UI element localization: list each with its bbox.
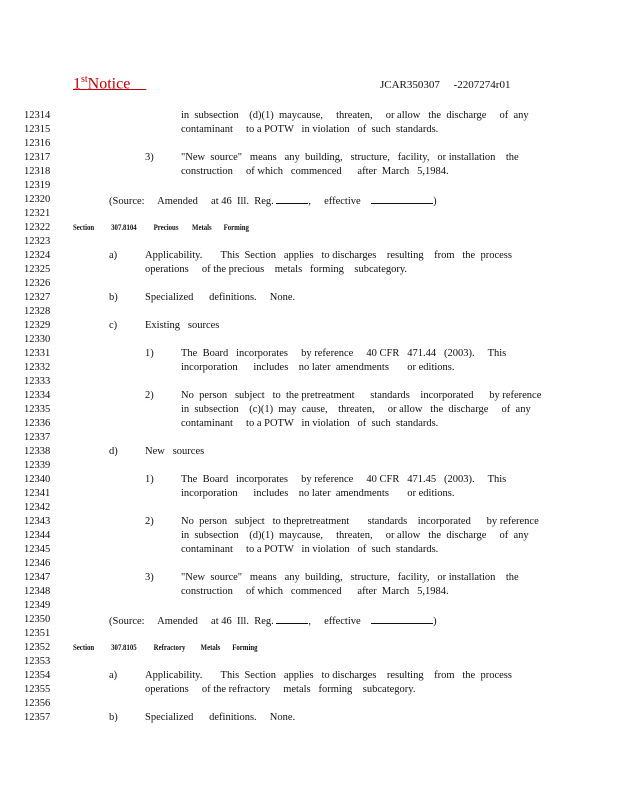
item-letter: b) (109, 712, 118, 723)
paragraph-line: construction of which commenced after March 5,1984. (181, 166, 449, 177)
paragraph-line: Specialized definitions. None. (145, 292, 296, 303)
item-number: 2) (145, 390, 154, 401)
item-letter: a) (109, 670, 118, 681)
line-number: 12356 (24, 698, 51, 709)
paragraph-line: No person subject to thepretreatment standards incorporated by reference (181, 516, 539, 527)
source-note: (Source: Amended at 46 Ill. Reg. , effective ) (109, 193, 437, 209)
paragraph-line: operations of the precious metals forming subcategory. (145, 264, 408, 275)
item-letter: a) (109, 250, 118, 261)
line-number: 12353 (24, 656, 51, 667)
line-number: 12335 (24, 404, 51, 415)
line-number: 12331 (24, 348, 51, 359)
item-letter: b) (109, 292, 118, 303)
line-number: 12344 (24, 530, 51, 541)
paragraph-line: contaminant to a POTW in violation of such standards. (181, 124, 439, 135)
paragraph-line: contaminant to a POTW in violation of such standards. (181, 544, 439, 555)
line-number: 12345 (24, 544, 51, 555)
line-number: 12336 (24, 418, 51, 429)
line-number: 12329 (24, 320, 51, 331)
paragraph-line: in subsection (c)(1) may cause, threaten, or allow the discharge of any (181, 404, 531, 415)
paragraph-line: The Board incorporates by reference 40 CFR 471.44 (2003). This (181, 348, 507, 359)
item-letter: d) (109, 446, 118, 457)
paragraph-line: in subsection (d)(1) maycause, threaten, or allow the discharge of any (181, 530, 529, 541)
item-number: 1) (145, 348, 154, 359)
line-number: 12314 (24, 110, 51, 121)
notice-heading: 1stNotice (73, 74, 131, 93)
line-number: 12355 (24, 684, 51, 695)
document-id: JCAR350307 -2207274r01 (380, 79, 511, 91)
section-heading: Section 307.8105 Refractory Metals Forming (73, 643, 258, 652)
line-number: 12348 (24, 586, 51, 597)
line-number: 12332 (24, 362, 51, 373)
line-number: 12343 (24, 516, 51, 527)
line-number: 12327 (24, 292, 51, 303)
line-number: 12318 (24, 166, 51, 177)
line-number: 12337 (24, 432, 51, 443)
line-number: 12322 (24, 222, 51, 233)
effective-blank (371, 193, 433, 204)
paragraph-line: The Board incorporates by reference 40 CFR 471.45 (2003). This (181, 474, 507, 485)
line-number: 12324 (24, 250, 51, 261)
paragraph-line: incorporation includes no later amendments or editions. (181, 488, 455, 499)
line-number: 12339 (24, 460, 51, 471)
paragraph-line: in subsection (d)(1) maycause, threaten, or allow the discharge of any (181, 110, 529, 121)
item-number: 2) (145, 516, 154, 527)
line-number: 12352 (24, 642, 51, 653)
reg-blank (276, 613, 308, 624)
paragraph-line: construction of which commenced after March 5,1984. (181, 586, 449, 597)
line-number: 12354 (24, 670, 51, 681)
paragraph-line: Applicability. This Section applies to discharges resulting from the process (145, 250, 512, 261)
line-number: 12351 (24, 628, 51, 639)
item-number: 3) (145, 152, 154, 163)
line-number: 12316 (24, 138, 51, 149)
paragraph-line: Applicability. This Section applies to discharges resulting from the process (145, 670, 512, 681)
effective-blank (371, 613, 433, 624)
reg-blank (276, 193, 308, 204)
section-heading: Section 307.8104 Precious Metals Forming (73, 223, 249, 232)
paragraph-line: operations of the refractory metals forming subcategory. (145, 684, 416, 695)
source-note: (Source: Amended at 46 Ill. Reg. , effective ) (109, 613, 437, 629)
line-number: 12350 (24, 614, 51, 625)
line-number: 12317 (24, 152, 51, 163)
line-number: 12330 (24, 334, 51, 345)
paragraph-line: "New source" means any building, structure, facility, or installation the (181, 152, 519, 163)
line-number: 12349 (24, 600, 51, 611)
line-number: 12326 (24, 278, 51, 289)
line-number: 12325 (24, 264, 51, 275)
line-number: 12347 (24, 572, 51, 583)
line-number: 12340 (24, 474, 51, 485)
line-number: 12315 (24, 124, 51, 135)
line-number: 12346 (24, 558, 51, 569)
paragraph-line: Specialized definitions. None. (145, 712, 296, 723)
line-number: 12319 (24, 180, 51, 191)
paragraph-line: incorporation includes no later amendments or editions. (181, 362, 455, 373)
item-number: 1) (145, 474, 154, 485)
subheading: Existing sources (145, 320, 220, 331)
line-number: 12338 (24, 446, 51, 457)
item-number: 3) (145, 572, 154, 583)
line-number: 12321 (24, 208, 51, 219)
line-number: 12320 (24, 194, 51, 205)
paragraph-line: contaminant to a POTW in violation of such standards. (181, 418, 439, 429)
line-number: 12323 (24, 236, 51, 247)
line-number: 12357 (24, 712, 51, 723)
subheading: New sources (145, 446, 205, 457)
line-number: 12328 (24, 306, 51, 317)
item-letter: c) (109, 320, 118, 331)
line-number: 12341 (24, 488, 51, 499)
line-number: 12334 (24, 390, 51, 401)
line-number: 12342 (24, 502, 51, 513)
paragraph-line: "New source" means any building, structure, facility, or installation the (181, 572, 519, 583)
paragraph-line: No person subject to the pretreatment standards incorporated by reference (181, 390, 542, 401)
line-number: 12333 (24, 376, 51, 387)
